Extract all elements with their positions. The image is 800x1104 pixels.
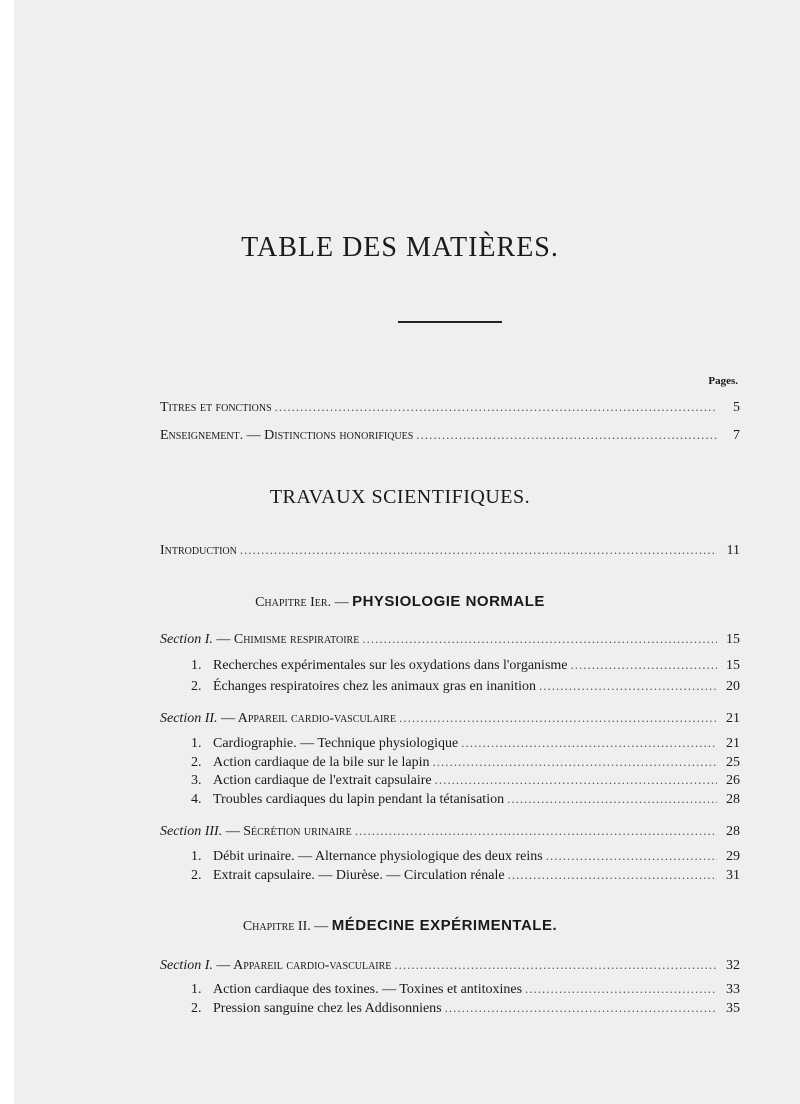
leader-dots (240, 541, 717, 559)
leader-dots (508, 866, 717, 884)
section-title: — Sécrétion urinaire (222, 824, 352, 839)
toc-item (191, 980, 740, 999)
item-label: Recherches expérimentales sur les oxydations dans l'organisme (213, 658, 568, 673)
page-title: TABLE DES MATIÈRES. (241, 232, 559, 263)
toc-item (191, 790, 740, 809)
leader-dots (539, 677, 717, 695)
toc-entry-enseignement (160, 426, 740, 445)
item-label: Cardiographie. — Technique physiologique (213, 736, 459, 751)
item-page: 21 (726, 736, 740, 751)
item-page: 33 (726, 982, 740, 997)
leader-dots (399, 709, 717, 727)
leader-dots (416, 426, 717, 444)
chapter-title: PHYSIOLOGIE NORMALE (352, 593, 545, 610)
toc-entry-page: 7 (733, 428, 740, 443)
item-number: 3. (191, 773, 202, 788)
item-number: 2. (191, 679, 202, 694)
leader-dots (571, 656, 718, 674)
item-label: Action cardiaque de la bile sur le lapin (213, 755, 430, 770)
item-label: Troubles cardiaques du lapin pendant la tétanisation (213, 792, 505, 807)
leader-dots (362, 630, 717, 648)
section-entry (160, 956, 740, 975)
item-number: 2. (191, 1001, 202, 1016)
chapter-1-heading (0, 593, 800, 611)
chapter-prefix: Chapitre II. — (242, 919, 332, 934)
item-label: Extrait capsulaire. — Diurèse. — Circulation rénale (213, 868, 505, 883)
toc-item (191, 656, 740, 675)
toc-item (191, 999, 740, 1018)
toc-entry-label: Enseignement. — Distinctions honorifiques (160, 428, 414, 443)
item-page: 15 (726, 658, 740, 673)
chapter-2-heading (0, 917, 800, 935)
toc-item (191, 753, 740, 772)
section-entry (160, 709, 740, 728)
toc-entry-introduction (160, 541, 740, 560)
toc-item (191, 847, 740, 866)
item-page: 28 (726, 792, 740, 807)
section-page: 21 (726, 711, 740, 726)
toc-entry-label: Introduction (160, 543, 237, 558)
toc-entry-page: 5 (733, 400, 740, 415)
leader-dots (507, 790, 717, 808)
section-title: — Appareil cardio-vasculaire (217, 711, 397, 726)
section-page: 32 (726, 958, 740, 973)
chapter-title: MÉDECINE EXPÉRIMENTALE. (331, 917, 558, 934)
item-number: 2. (191, 868, 202, 883)
section-name: Section II. (160, 711, 218, 726)
toc-item (191, 866, 740, 885)
leader-dots (435, 771, 717, 789)
section-page: 28 (726, 824, 740, 839)
item-label: Action cardiaque de l'extrait capsulaire (213, 773, 432, 788)
toc-item (191, 677, 740, 696)
item-page: 25 (726, 755, 740, 770)
pages-column-header: Pages. (708, 375, 738, 387)
item-number: 1. (191, 982, 202, 997)
travaux-heading: TRAVAUX SCIENTIFIQUES. (269, 486, 531, 508)
item-page: 35 (726, 1001, 740, 1016)
item-number: 2. (191, 755, 202, 770)
leader-dots (445, 999, 717, 1017)
section-title: — Chimisme respiratoire (212, 632, 360, 647)
item-label: Pression sanguine chez les Addisonniens (213, 1001, 442, 1016)
page-edge (0, 0, 14, 1104)
item-number: 1. (191, 849, 202, 864)
section-entry (160, 822, 740, 841)
item-label: Débit urinaire. — Alternance physiologique des deux reins (213, 849, 543, 864)
leader-dots (546, 847, 717, 865)
toc-entry-titres (160, 398, 740, 417)
chapter-prefix: Chapitre Ier. — (255, 595, 353, 610)
leader-dots (525, 980, 717, 998)
item-number: 4. (191, 792, 202, 807)
title-rule (398, 321, 502, 323)
toc-item (191, 771, 740, 790)
item-page: 31 (726, 868, 740, 883)
item-page: 26 (726, 773, 740, 788)
item-label: Échanges respiratoires chez les animaux gras en inanition (213, 679, 537, 694)
item-page: 20 (726, 679, 740, 694)
toc-entry-label: Titres et fonctions (160, 400, 272, 415)
section-name: Section III. (160, 824, 223, 839)
section-page: 15 (726, 632, 740, 647)
item-number: 1. (191, 736, 202, 751)
toc-item (191, 734, 740, 753)
section-title: — Appareil cardio-vasculaire (212, 958, 392, 973)
toc-entry-page: 11 (726, 543, 740, 558)
leader-dots (461, 734, 717, 752)
leader-dots (394, 956, 717, 974)
section-entry (160, 630, 740, 649)
leader-dots (433, 753, 717, 771)
item-page: 29 (726, 849, 740, 864)
item-label: Action cardiaque des toxines. — Toxines et antitoxines (213, 982, 523, 997)
leader-dots (275, 398, 717, 416)
leader-dots (355, 822, 717, 840)
section-name: Section I. (160, 958, 213, 973)
item-number: 1. (191, 658, 202, 673)
section-name: Section I. (160, 632, 213, 647)
